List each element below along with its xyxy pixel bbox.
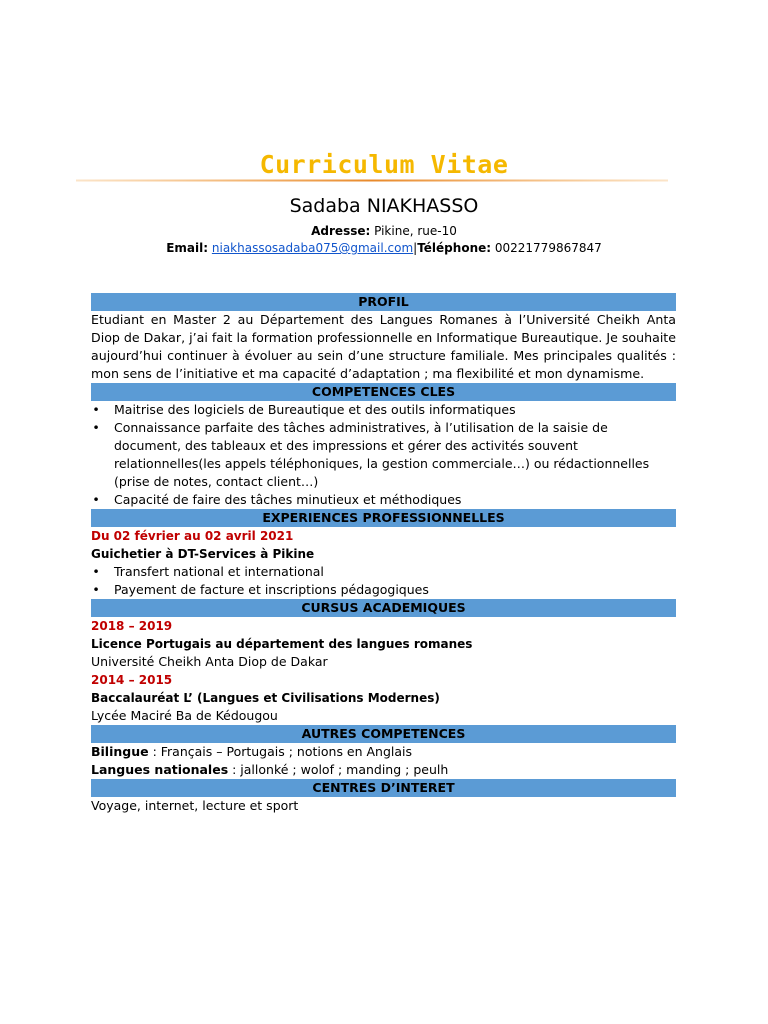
- cursus-school: Lycée Maciré Ba de Kédougou: [91, 708, 278, 723]
- experience-task: Payement de facture et inscriptions pédagogiques: [114, 582, 429, 597]
- title-underline: [76, 179, 668, 182]
- cursus-degree: Baccalauréat L’ (Langues et Civilisations Modernes): [91, 691, 440, 705]
- bullet-icon: •: [92, 420, 100, 435]
- cursus-degree: Licence Portugais au département des langues romanes: [91, 637, 473, 651]
- interets-text: Voyage, internet, lecture et sport: [91, 798, 299, 813]
- phone-label: Téléphone:: [417, 241, 492, 255]
- email-label: Email:: [166, 241, 209, 255]
- competence-text: Maitrise des logiciels de Bureautique et des outils informatiques: [114, 402, 516, 417]
- list-item: [91, 401, 676, 419]
- bullet-icon: •: [92, 564, 100, 579]
- address-line: [0, 224, 768, 238]
- address-label: Adresse:: [311, 224, 371, 238]
- bullet-icon: •: [92, 492, 100, 507]
- address-value: Pikine, rue-10: [374, 224, 457, 238]
- cursus-years: 2014 – 2015: [91, 673, 173, 687]
- bilingue-line: [91, 743, 676, 761]
- competence-text: Capacité de faire des tâches minutieux et méthodiques: [114, 492, 462, 507]
- profile-text: Etudiant en Master 2 au Département des Langues Romanes à l’Université Cheikh Anta Diop de Dakar, j’ai fait la formation professionnelle en Informatique Bureautique. Je souhaite aujourd’hui continuer à évoluer au sein d’une structure familiale. Mes principales qualités : mon sens de l’initiative et ma capacité d’adaptation ; ma flexibilité et mon dynamisme.: [91, 312, 676, 381]
- bilingue-label: Bilingue: [91, 744, 149, 759]
- competence-text: Connaissance parfaite des tâches administratives, à l’utilisation de la saisie de document, des tableaux et des impressions et gérer des activités souvent relationnelles(les appels téléphoniques, la gestion commerciale…) ou rédactionnelles (prise de notes, contact client…): [114, 420, 650, 489]
- list-item: [91, 419, 676, 491]
- cv-body: [91, 293, 676, 815]
- langues-label: Langues nationales: [91, 762, 229, 777]
- bullet-icon: •: [92, 402, 100, 417]
- langues-value: : jallonké ; wolof ; manding ; peulh: [228, 762, 449, 777]
- candidate-name: Sadaba NIAKHASSO: [289, 195, 479, 217]
- experience-task: Transfert national et international: [114, 564, 324, 579]
- list-item: [91, 491, 676, 509]
- list-item: [91, 563, 676, 581]
- competences-list: [91, 401, 676, 509]
- email-link[interactable]: niakhassosadaba075@gmail.com: [211, 241, 414, 255]
- langues-line: [91, 761, 676, 779]
- bilingue-value: : Français – Portugais ; notions en Anglais: [148, 744, 413, 759]
- section-header-profil: PROFIL: [91, 293, 676, 311]
- experience-position: Guichetier à DT-Services à Pikine: [91, 547, 315, 561]
- contact-separator: |: [413, 241, 418, 255]
- cursus-school: Université Cheikh Anta Diop de Dakar: [91, 654, 328, 669]
- cursus-years: 2018 – 2019: [91, 619, 173, 633]
- bullet-icon: •: [92, 582, 100, 597]
- section-header-interets: CENTRES D’INTERET: [91, 779, 676, 797]
- experience-date: Du 02 février au 02 avril 2021: [91, 529, 294, 543]
- list-item: [91, 581, 676, 599]
- section-header-cursus: CURSUS ACADEMIQUES: [91, 599, 676, 617]
- section-header-experiences: EXPERIENCES PROFESSIONNELLES: [91, 509, 676, 527]
- experience-list: [91, 563, 676, 599]
- contact-line: [0, 241, 768, 255]
- phone-value: 00221779867847: [494, 241, 602, 255]
- document-title: Curriculum Vitae: [259, 150, 509, 179]
- section-header-competences: COMPETENCES CLES: [91, 383, 676, 401]
- section-header-autres: AUTRES COMPETENCES: [91, 725, 676, 743]
